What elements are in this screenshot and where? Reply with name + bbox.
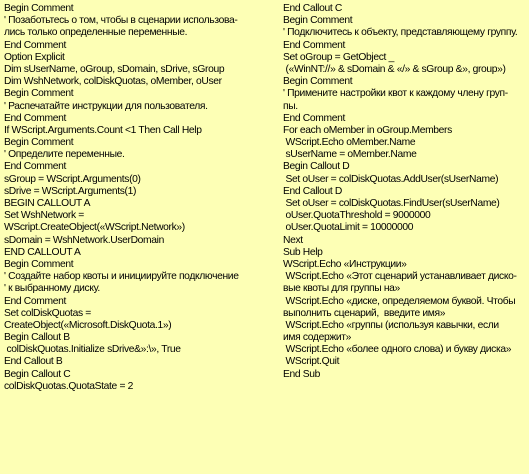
code-line: sUserName = oMember.Name bbox=[283, 149, 417, 161]
code-column-right bbox=[283, 3, 527, 381]
code-line: Begin Comment bbox=[4, 3, 74, 14]
code-line: End Comment bbox=[4, 161, 66, 173]
code-line: WScript.CreateObject(«WScript.Network») bbox=[4, 222, 185, 234]
code-line: Set oUser = colDiskQuotas.AddUser(sUserName) bbox=[283, 173, 499, 185]
code-line: colDiskQuotas.QuotaState = 2 bbox=[4, 380, 133, 392]
code-line: WScript.Echo «более одного слова) и букву диска» bbox=[283, 344, 512, 356]
code-line: Begin Callout C bbox=[4, 368, 71, 380]
code-line: Dim sUserName, oGroup, sDomain, sDrive, sGroup bbox=[4, 63, 225, 75]
code-line: вые квоты для группы на» bbox=[283, 283, 400, 295]
code-line: ' к выбранному диску. bbox=[4, 283, 100, 295]
code-line: Begin Comment bbox=[283, 15, 353, 27]
code-line: («WinNT://» & sDomain & «/» & sGroup &», group») bbox=[283, 63, 506, 75]
code-line: End Comment bbox=[4, 39, 66, 51]
code-line: Set WshNetwork = bbox=[4, 210, 84, 222]
code-line: Dim WshNetwork, colDiskQuotas, oMember, oUser bbox=[4, 76, 222, 88]
code-line: Option Explicit bbox=[4, 51, 65, 63]
code-line: Set oUser = colDiskQuotas.FindUser(sUserName) bbox=[283, 198, 500, 209]
code-line: End Callout C bbox=[283, 3, 342, 14]
code-line: WScript.Echo «группы (используя кавычки, если bbox=[283, 319, 499, 331]
code-line: oUser.QuotaLimit = 10000000 bbox=[283, 222, 414, 234]
code-line: Begin Comment bbox=[283, 76, 353, 88]
code-line: oUser.QuotaThreshold = 9000000 bbox=[283, 210, 431, 222]
code-line: Begin Comment bbox=[4, 258, 74, 270]
code-line: Next bbox=[283, 234, 303, 246]
code-line: ' Определите переменные. bbox=[4, 149, 125, 161]
code-line: Set colDiskQuotas = bbox=[4, 307, 91, 319]
code-line: лись только определенные переменные. bbox=[4, 27, 188, 39]
code-line: WScript.Echo «диске, определяемом буквой. Чтобы bbox=[283, 295, 516, 307]
code-line: пы. bbox=[283, 100, 298, 112]
code-line: ' Позаботьтесь о том, чтобы в сценарии использова- bbox=[4, 15, 238, 27]
code-column-left bbox=[4, 3, 266, 393]
code-line: Begin Comment bbox=[4, 88, 74, 100]
code-line: END CALLOUT A bbox=[4, 246, 81, 258]
code-line: sDrive = WScript.Arguments(1) bbox=[4, 185, 137, 197]
code-line: Begin Comment bbox=[4, 137, 74, 149]
code-line: WScript.Echo «Этот сценарий устанавливает диско- bbox=[283, 271, 517, 283]
code-line: sGroup = WScript.Arguments(0) bbox=[4, 173, 141, 185]
code-line: sDomain = WshNetwork.UserDomain bbox=[4, 234, 164, 246]
code-line: End Comment bbox=[4, 295, 66, 307]
code-line: End Comment bbox=[283, 112, 345, 124]
code-line: выполнить сценарий, введите имя» bbox=[283, 307, 446, 319]
code-line: End Sub bbox=[283, 368, 321, 380]
code-line: End Callout D bbox=[283, 185, 342, 197]
code-line: colDiskQuotas.Initialize sDrive&»:\», True bbox=[4, 344, 181, 356]
code-line: End Callout B bbox=[4, 356, 63, 368]
code-line: For each oMember in oGroup.Members bbox=[283, 124, 452, 136]
code-line: End Comment bbox=[283, 39, 345, 51]
code-line: WScript.Quit bbox=[283, 356, 340, 368]
code-line: Begin Callout D bbox=[283, 161, 350, 173]
code-line: WScript.Echo «Инструкции» bbox=[283, 258, 407, 270]
code-line: WScript.Echo oMember.Name bbox=[283, 137, 416, 149]
code-line: ' Примените настройки квот к каждому члену груп- bbox=[283, 88, 508, 100]
code-line: ' Распечатайте инструкции для пользователя. bbox=[4, 100, 208, 112]
code-line: имя содержит» bbox=[283, 332, 352, 344]
code-line: Begin Callout B bbox=[4, 332, 70, 344]
code-line: End Comment bbox=[4, 112, 66, 124]
code-line: Set oGroup = GetObject _ bbox=[283, 51, 394, 63]
code-line: If WScript.Arguments.Count <1 Then Call Help bbox=[4, 124, 202, 136]
code-line: Sub Help bbox=[283, 246, 323, 258]
code-line: ' Создайте набор квоты и инициируйте подключение bbox=[4, 271, 239, 283]
code-line: BEGIN CALLOUT A bbox=[4, 198, 91, 209]
code-line: CreateObject(«Microsoft.DiskQuota.1») bbox=[4, 319, 172, 331]
code-line: ' Подключитесь к объекту, представляющему группу. bbox=[283, 27, 518, 39]
